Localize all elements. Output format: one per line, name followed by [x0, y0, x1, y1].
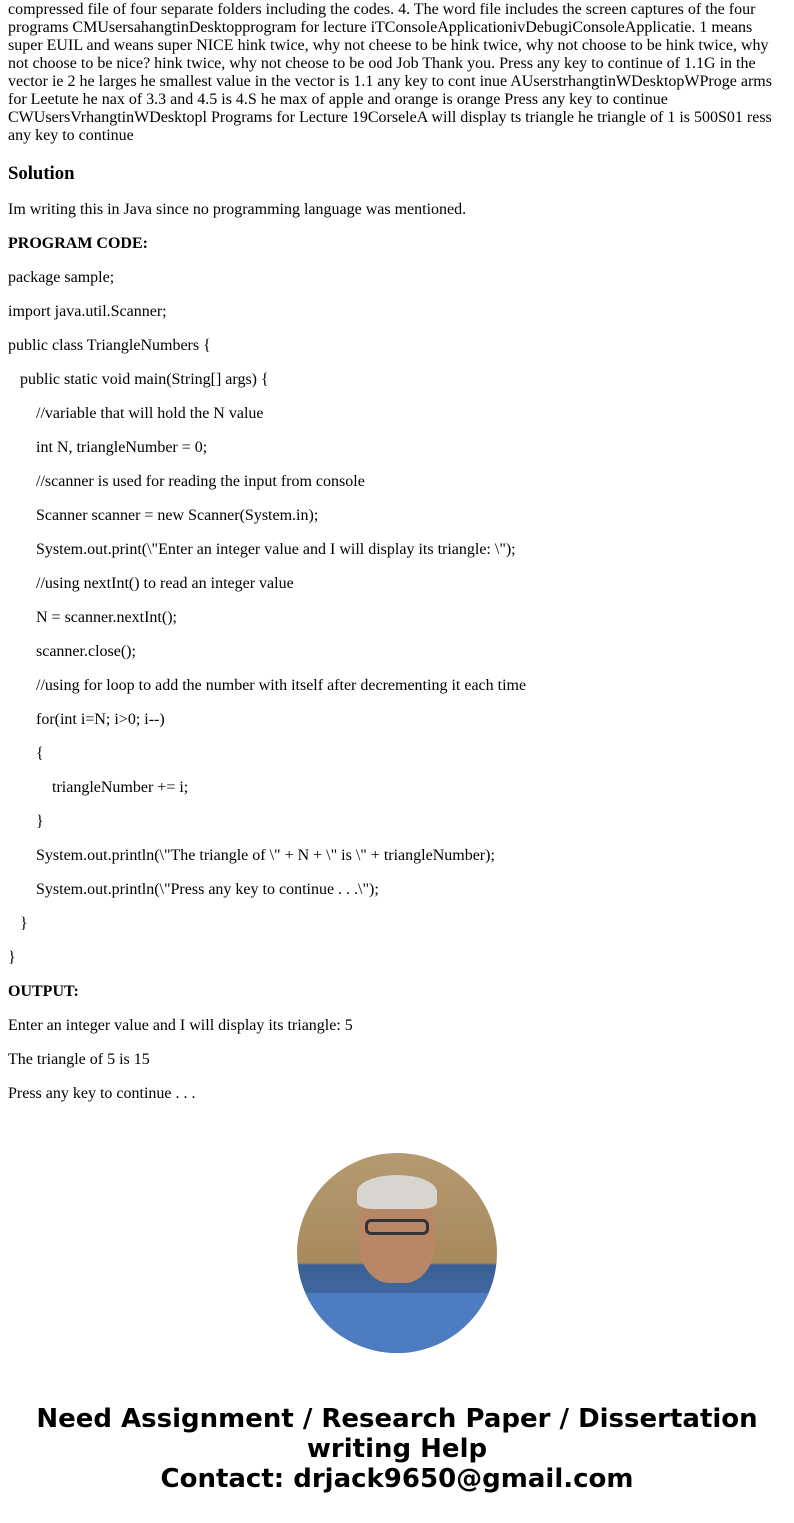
code-line: //scanner is used for reading the input from console	[36, 473, 365, 490]
code-line: //using for loop to add the number with itself after decrementing it each time	[36, 677, 527, 694]
code-line: }	[20, 915, 28, 932]
code-line: //using nextInt() to read an integer value	[36, 575, 294, 592]
code-line: package sample;	[8, 269, 115, 286]
code-block	[8, 269, 786, 967]
output-line: The triangle of 5 is 15	[8, 1051, 150, 1068]
help-text: Need Assignment / Research Paper / Dissertation writing Help	[36, 1404, 758, 1464]
code-line: N = scanner.nextInt();	[36, 609, 177, 626]
code-line: public class TriangleNumbers {	[8, 337, 211, 354]
question-text: compressed file of four separate folders including the codes. 4. The word file includes the screen captures of the four programs CMUsersahangtinDesktopprogram for lecture iTConsoleApplicationivDebugiConsoleApplicatie. 1 means super EUIL and weans super NICE hink twice, why not cheese to be hink twice, why not choose to be hink twice, why not choose to be nice? hink twice, why not cheose to be ood Job Thank you. Press any key to continue of 1.1G in the vector ie 2 he larges he smallest value in the vector is 1.1 any key to cont inue AUserstrhangtinWDesktopWProge arms for Leetute he nax of 3.3 and 4.5 is 4.S he max of apple and orange is orange Press any key to continue CWUsersVrhangtinWDesktopl Programs for Lecture 19CorseleA will display ts triangle he triangle of 1 is 500S01 ress any key to continue	[8, 1, 772, 144]
code-line: int N, triangleNumber = 0;	[36, 439, 208, 456]
code-line: import java.util.Scanner;	[8, 303, 167, 320]
code-line: //variable that will hold the N value	[36, 405, 264, 422]
output-line: Enter an integer value and I will display its triangle: 5	[8, 1017, 353, 1034]
code-line: triangleNumber += i;	[52, 779, 189, 796]
program-code-label: PROGRAM CODE:	[8, 235, 148, 252]
contact-banner	[0, 1404, 794, 1494]
solution-heading: Solution	[8, 163, 75, 184]
code-line: Scanner scanner = new Scanner(System.in);	[36, 507, 319, 524]
code-line: {	[36, 745, 44, 762]
code-line: System.out.print(\"Enter an integer value and I will display its triangle: \");	[36, 541, 516, 558]
author-photo	[297, 1153, 497, 1353]
code-line: }	[36, 813, 44, 830]
output-label: OUTPUT:	[8, 983, 79, 1000]
code-line: System.out.println(\"The triangle of \" + N + \" is \" + triangleNumber);	[36, 847, 495, 864]
contact-email: Contact: drjack9650@gmail.com	[160, 1464, 634, 1494]
code-line: System.out.println(\"Press any key to continue . . .\");	[36, 881, 379, 898]
code-line: }	[8, 949, 16, 966]
intro-text: Im writing this in Java since no programming language was mentioned.	[8, 201, 467, 218]
code-line: for(int i=N; i>0; i--)	[36, 711, 165, 728]
code-line: scanner.close();	[36, 643, 136, 660]
output-line: Press any key to continue . . .	[8, 1085, 196, 1102]
code-line: public static void main(String[] args) {	[20, 371, 269, 388]
